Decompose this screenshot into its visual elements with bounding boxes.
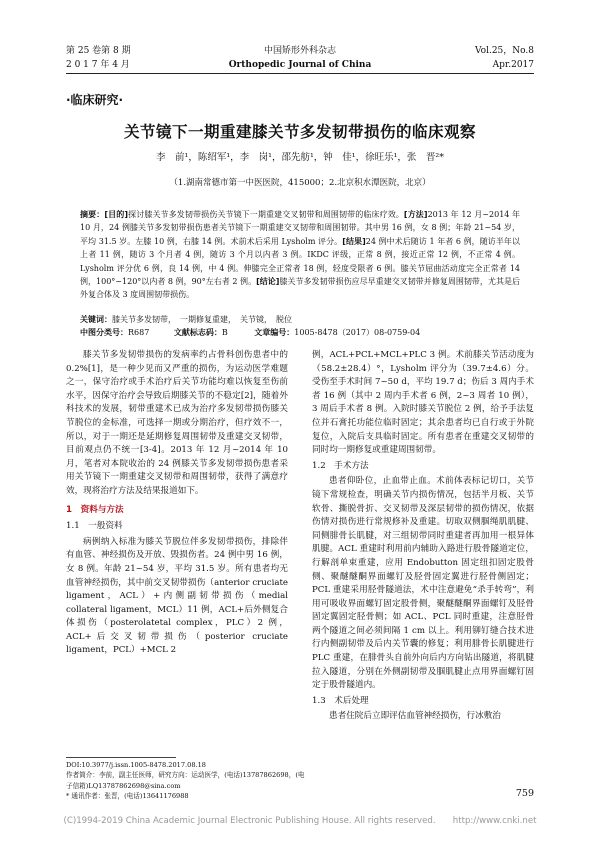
subsection-heading-1-3: 1.3 术后处理 <box>312 695 369 706</box>
footnote <box>66 760 306 802</box>
conclusion-label: [结论] <box>256 277 280 287</box>
postop-paragraph: 患者住院后立即评估血管神经损伤，行冰敷治 <box>329 711 501 722</box>
code-value: B <box>221 328 228 337</box>
method-text: 2013 年 12 月~2014 年 10 月，24 例膝关节多发韧带损伤患者关节镜下一期重建交叉韧带和周围韧带。其中男 16 例，女 8 例；年龄 21~54 岁，平均 31.5 岁。左膝 10 例，右膝 14 例。术前术后采用 Lysholm 评分。 <box>80 210 521 246</box>
clc-label: 中图分类号： <box>80 328 128 337</box>
section-heading-1: 1 资料与方法 <box>66 504 124 515</box>
keywords-label: 关键词： <box>80 315 112 324</box>
section-tag: ·临床研究· <box>66 93 124 107</box>
subsection-heading-1-1: 1.1 一般资料 <box>66 521 123 532</box>
header-journal-en: Orthopedic Journal of China <box>228 60 372 70</box>
general-data-paragraph: 病例纳入标准为膝关节脱位伴多发韧带损伤，排除伴有血管、神经损伤及开放、毁损伤者。24 例中男 16 例，女 8 例。年龄 21~54 岁，平均 31.5 岁。所有患者均无血管神经损伤，其中前交叉韧带损伤（anterior cruciate ligament，ACL）+内侧副韧带损伤（medial collateral ligament，MCL）11 例，ACL+后外侧复合体损伤（posterolatetal complex，PLC）2 例，ACL+后交叉韧带损伤（posterior cruciate ligament，PCL）+MCL 2 <box>66 536 288 656</box>
article-no-label: 文章编号： <box>254 328 295 337</box>
method-label: [方法] <box>403 210 428 219</box>
header-rule <box>66 73 534 74</box>
intro-paragraph: 膝关节多发韧带损伤的发病率约占骨科创伤患者中的 0.2%[1]，是一种少见而又严重的损伤，为运动医学难题之一，保守治疗或手术治疗后关节功能均难以恢复至伤前水平，因保守治疗会导致后期膝关节的不稳定[2]，随着外科技术的发展，韧带重建术已成为治疗多发韧带损伤膝关节脱位的金标准，可选择一期或分期治疗，但疗效不一，所以，对于一期还是延期修复周围韧带及重建交叉韧带，目前观点仍不统一[3-4]。2013 年 12 月~2014 年 10 月，笔者对本院收治的 24 例膝关节多发韧带损伤患者采用关节镜下一期重建交叉韧带和周围韧带，获得了满意疗效，现将治疗方法及结果报道如下。 <box>66 350 288 496</box>
footnote-rule <box>66 757 176 758</box>
doi: DOI:10.3977/j.issn.1005-8478.2017.08.18 <box>66 761 207 769</box>
continued-paragraph: 例，ACL+PCL+MCL+PLC 3 例。术前膝关节活动度为（58.2±28.4）°，Lysholm 评分为（39.7±4.6）分。受伤至手术时间 7~50 d，平均 19.7 d；伤后 3 周内手术者 16 例（其中 2 周内手术者 6 例，2~3 周者 10 例），3 周后手术者 8 例。入院时膝关节脱位 2 例，给予手法复位并石膏托功能位临时固定；其余患者均已自行或于外院复位，入院后支具临时固定。所有患者在重建交叉韧带的同时均一期修复或重建周围韧带。 <box>312 350 534 456</box>
page-number: 759 <box>515 788 534 799</box>
right-column <box>312 349 534 724</box>
classification <box>80 326 520 339</box>
conclusion-text: 膝关节多发韧带损伤应尽早重建交叉韧带并修复周围韧带，尤其是后外复合体及 3 度周围韧带损伤。 <box>80 277 520 300</box>
surgery-paragraph: 患者仰卧位，止血带止血。术前体表标记切口，关节镜下常规检查，明确关节内损伤情况，包括半月板、关节软骨、撕脱骨折、交叉韧带及深层韧带的损伤情况，依据伤情对损伤进行常规修补及重建。切取双侧腘绳肌肌腱、同侧腓骨长肌腱，对三组韧带同时重建者再加用一根异体肌腱。ACL 重建时利用前内辅助入路进行股骨隧道定位，行解剖单束重建，应用 Endobutton 固定纽扣固定股骨侧、聚醚醚酮界面螺钉及胫骨固定翼进行胫骨侧固定；PCL 重建采用胫骨隧道法，术中注意避免“杀手转弯”，利用可吸收界面螺钉固定股骨侧，聚醚醚酮界面螺钉及胫骨固定翼固定胫骨侧；如 ACL、PCL 同时重建，注意胫骨两个隧道之间必须间隔 1 cm 以上。利用铆钉缝合技术进行内侧副韧带及后内关节囊的修复；利用腓骨长肌腱进行 PLC 重建，在腓骨头自前外向后内方向钻出隧道，将肌腱拉入隧道，分别在外侧副韧带及腘肌腱止点用界面螺钉固定于股骨隧道内。 <box>312 476 534 691</box>
article-title: 关节镜下一期重建膝关节多发韧带损伤的临床观察 <box>123 122 476 141</box>
header-date-cn: 2 0 1 7 年 4 月 <box>66 60 130 70</box>
clc-value: R687 <box>128 328 150 337</box>
subsection-heading-1-2: 1.2 手术方法 <box>312 460 369 471</box>
affiliation: （1.湖南常德市第一中医医院，415000；2.北京积水潭医院，北京） <box>169 178 431 188</box>
result-label: [结果] <box>342 236 366 246</box>
header-volume-cn: 第 25 卷第 8 期 <box>66 46 131 56</box>
header-journal-cn: 中国矫形外科杂志 <box>263 46 336 56</box>
aim-text: 探讨膝关节多发韧带损伤关节镜下一期重建交叉韧带和周围韧带的临床疗效。 <box>128 210 404 219</box>
keywords-items: 膝关节多发韧带， 一期修复重建， 关节镜， 脱位 <box>112 315 292 324</box>
abstract-label: 摘要： <box>80 210 105 219</box>
result-text: 24 例中术后随访 1 年者 6 例，随访半年以上者 11 例，随访 3 个月者 4 例，随访 3 个月以内者 3 例。IKDC 评级，正常 8 例，接近正常 12 例，不正常 4 例。Lysholm 评分优 6 例，良 14 例，中 4 例。伸膝完全正常者 18 例，轻度受限者 6 例。膝关节屈曲活动度完全正常者 14 例，100°~120°以内者 8 例，90°左右者 2 例。 <box>80 236 520 287</box>
corresponding-author: * 通讯作者：张晋，(电话)13641176988 <box>66 792 189 801</box>
header-volume-en: Vol.25，No.8 <box>474 46 534 56</box>
header-date-en: Apr.2017 <box>492 60 534 70</box>
author-info: 作者简介：李前，副主任医师，研究方向：运动医学，(电话)13787862698，(电子信箱)LQ13787862698@sina.com <box>66 771 305 790</box>
author-list: 李 前¹，陈绍军¹，李 岗¹，邵先舫¹，钟 佳¹，徐旺乐¹，张 晋²* <box>156 152 444 163</box>
copyright-notice: (C)1994-2019 China Academic Journal Electronic Publishing House. All rights reserved. http://www.cnki.net <box>63 816 537 826</box>
article-no-value: 1005-8478（2017）08-0759-04 <box>294 328 421 337</box>
keywords <box>80 313 520 326</box>
left-column <box>66 349 288 658</box>
abstract <box>80 208 520 302</box>
aim-label: [目的] <box>104 210 128 219</box>
code-label: 文献标志码： <box>173 328 222 337</box>
